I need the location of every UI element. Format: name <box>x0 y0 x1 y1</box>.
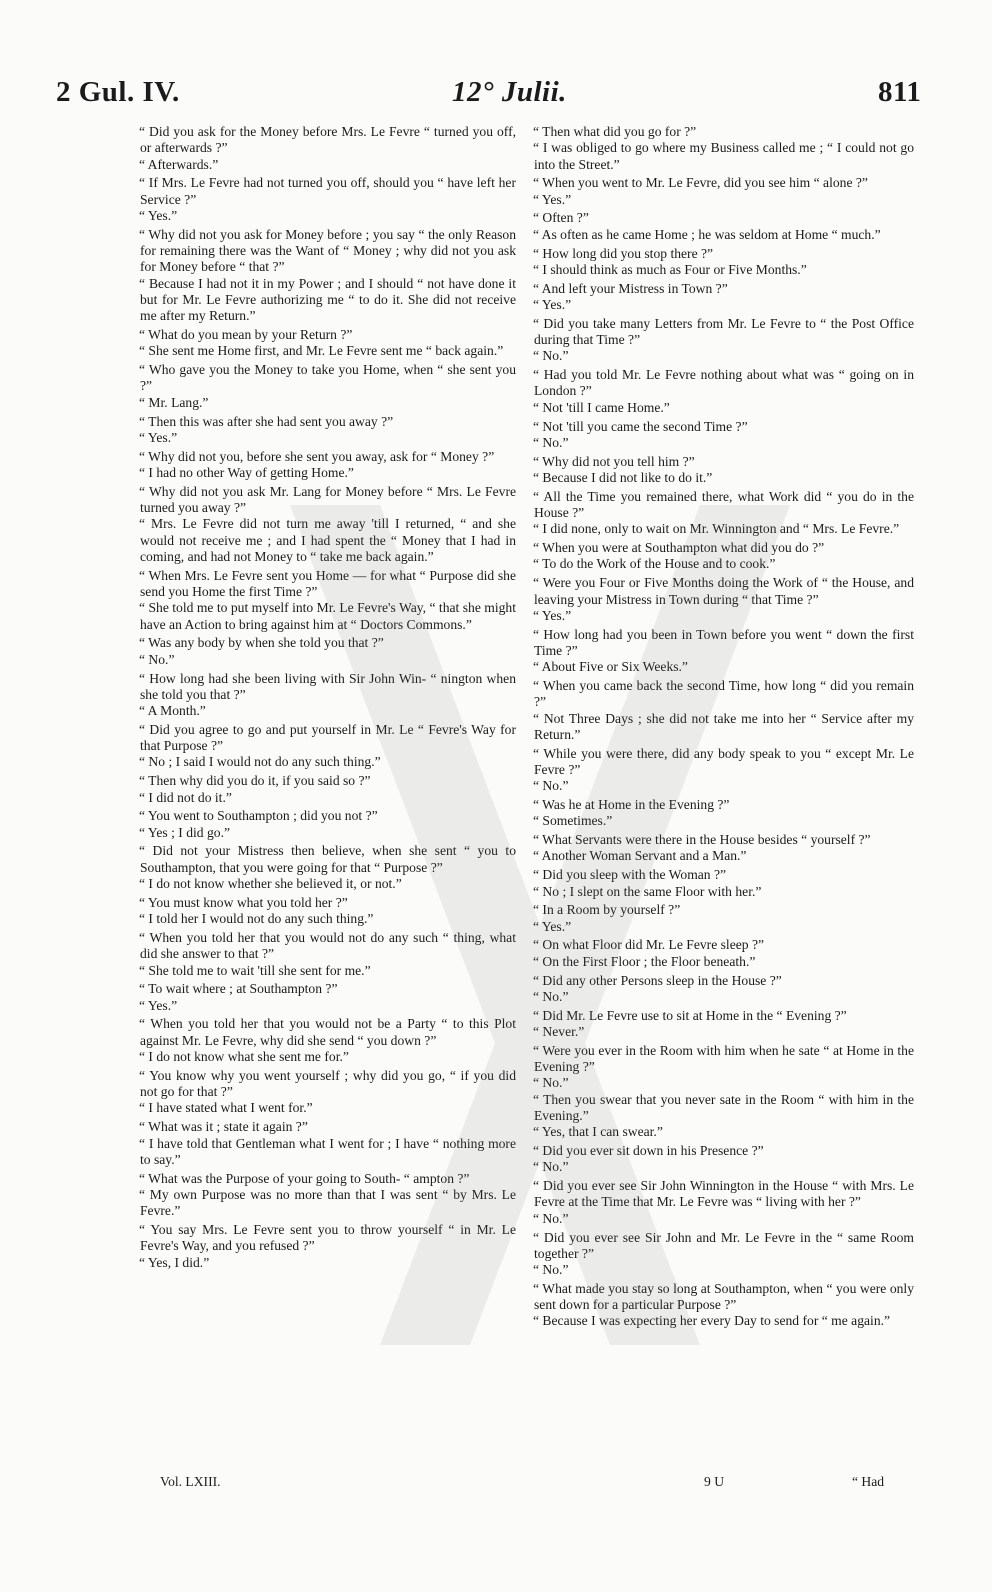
testimony-line: “ Why did not you ask for Money before ; you say “ the only Reason for remaining there was the Want of “ Money ; why did not you ask for Money before “ that ?” <box>139 226 516 275</box>
testimony-line: “ While you were there, did any body speak to you “ except Mr. Le Fevre ?” <box>533 745 914 777</box>
testimony-line: “ Sometimes.” <box>533 813 613 829</box>
testimony-line: “ Afterwards.” <box>139 156 219 172</box>
testimony-line: “ Did you ever see Sir John Winnington in the House “ with Mrs. Le Fevre at the Time that Mr. Le Fevre was “ living with her ?” <box>533 1178 914 1210</box>
testimony-line: “ No.” <box>533 988 569 1004</box>
testimony-line: “ Did you ever see Sir John and Mr. Le Fevre in the “ same Room together ?” <box>533 1229 914 1261</box>
testimony-line: “ Did you ever sit down in his Presence ?” <box>533 1143 764 1159</box>
right-column <box>526 124 914 1330</box>
volume-footer: Vol. LXIII. <box>160 1474 221 1489</box>
testimony-line: “ Did you agree to go and put yourself in Mr. Le “ Fevre's Way for that Purpose ?” <box>139 721 516 754</box>
testimony-line: “ A Month.” <box>139 703 206 719</box>
testimony-line: “ Not 'till you came the second Time ?” <box>533 418 748 434</box>
testimony-line: “ Were you Four or Five Months doing the Work of “ the House, and leaving your Mistress in Town during “ that Time ?” <box>533 575 914 607</box>
testimony-line: “ Then this was after she had sent you away ?” <box>139 413 394 429</box>
testimony-line: “ I do not know whether she believed it, or not.” <box>139 876 402 892</box>
testimony-line: “ No.” <box>533 1075 569 1091</box>
testimony-line: “ Then you swear that you never sate in the Room “ with him in the Evening.” <box>533 1091 914 1123</box>
testimony-line: “ Yes.” <box>533 918 572 934</box>
testimony-line: “ I was obliged to go where my Business called me ; “ I could not go into the Street.” <box>533 140 914 172</box>
testimony-line: “ Were you ever in the Room with him when he sate “ at Home in the Evening ?” <box>533 1042 914 1075</box>
testimony-line: “ You must know what you told her ?” <box>139 894 348 910</box>
testimony-line: “ No.” <box>533 778 569 794</box>
testimony-line: “ No.” <box>533 1262 569 1278</box>
testimony-line: “ Did you take many Letters from Mr. Le Fevre to “ the Post Office during that Time ?” <box>533 315 914 348</box>
testimony-line: “ Because I did not like to do it.” <box>533 469 713 485</box>
testimony-line: “ When you told her that you would not be a Party “ to this Plot against Mr. Le Fevre, why did she send “ you down ?” <box>139 1016 516 1048</box>
signature-mark: 9 U <box>704 1474 725 1489</box>
testimony-line: “ I have stated what I went for.” <box>139 1100 313 1116</box>
testimony-line: “ Not Three Days ; she did not take me into her “ Service after my Return.” <box>533 710 914 742</box>
testimony-line: “ Was he at Home in the Evening ?” <box>533 797 730 813</box>
testimony-line: “ Did any other Persons sleep in the House ?” <box>533 972 782 988</box>
testimony-line: “ Yes ; I did go.” <box>139 824 231 840</box>
testimony-line: “ Then why did you do it, if you said so ?” <box>139 773 371 789</box>
testimony-line: “ How long had she been living with Sir John Win- “ nington when she told you that ?” <box>139 670 516 702</box>
testimony-line: “ How long did you stop there ?” <box>533 245 714 261</box>
testimony-line: “ No ; I slept on the same Floor with her.” <box>533 883 762 899</box>
testimony-line: “ I should think as much as Four or Five Months.” <box>533 261 807 277</box>
testimony-line: “ My own Purpose was no more than that I was sent “ by Mrs. Le Fevre.” <box>139 1186 516 1219</box>
testimony-line: “ Yes.” <box>533 607 572 623</box>
testimony-line: “ Then what did you go for ?” <box>533 124 697 139</box>
testimony-line: “ What was the Purpose of your going to South- “ ampton ?” <box>139 1170 470 1186</box>
testimony-line: “ How long had you been in Town before you went “ down the first Time ?” <box>533 626 914 658</box>
testimony-line: “ Did you sleep with the Woman ?” <box>533 867 727 883</box>
testimony-line: “ Was any body by when she told you that ?” <box>139 635 384 651</box>
testimony-line: “ You know why you went yourself ; why did you go, “ if you did not go for that ?” <box>139 1067 516 1100</box>
left-column <box>132 124 516 1271</box>
testimony-line: “ I did none, only to wait on Mr. Winnington and “ Mrs. Le Fevre.” <box>533 521 900 537</box>
testimony-line: “ I do not know what she sent me for.” <box>139 1049 349 1065</box>
testimony-line: “ Did you ask for the Money before Mrs. Le Fevre “ turned you off, or afterwards ?” <box>139 124 516 156</box>
testimony-line: “ What made you stay so long at Southampton, when “ you were only sent down for a particular Purpose ?” <box>533 1280 914 1313</box>
testimony-line: “ Yes.” <box>533 191 572 207</box>
testimony-line: “ No.” <box>139 651 175 667</box>
testimony-line: “ When you told her that you would not do any such “ thing, what did she answer to that ?” <box>139 929 516 962</box>
page-header-date: 12° Julii. <box>452 76 567 108</box>
testimony-line: “ You went to Southampton ; did you not ?” <box>139 808 378 824</box>
testimony-line: “ All the Time you remained there, what Work did “ you do in the House ?” <box>533 488 914 521</box>
testimony-line: “ If Mrs. Le Fevre had not turned you off, should you “ have left her Service ?” <box>139 175 516 207</box>
testimony-line: “ Did Mr. Le Fevre use to sit at Home in the “ Evening ?” <box>533 1007 847 1023</box>
testimony-line: “ On the First Floor ; the Floor beneath.” <box>533 953 756 969</box>
testimony-line: “ No.” <box>533 348 569 364</box>
testimony-line: “ About Five or Six Weeks.” <box>533 659 688 675</box>
testimony-line: “ Yes, that I can swear.” <box>533 1124 663 1140</box>
testimony-line: “ To wait where ; at Southampton ?” <box>139 981 338 997</box>
testimony-line: “ No.” <box>533 1210 569 1226</box>
testimony-line: “ Yes.” <box>139 429 178 445</box>
testimony-line: “ I did not do it.” <box>139 789 232 805</box>
testimony-line: “ Why did not you tell him ?” <box>533 453 695 469</box>
testimony-line: “ She sent me Home first, and Mr. Le Fevre sent me “ back again.” <box>139 343 504 359</box>
testimony-line: “ No ; I said I would not do any such thing.” <box>139 754 381 770</box>
testimony-line: “ When you went to Mr. Le Fevre, did you see him “ alone ?” <box>533 175 868 191</box>
testimony-line: “ Yes.” <box>139 207 178 223</box>
testimony-line: “ What Servants were there in the House besides “ yourself ?” <box>533 832 871 848</box>
testimony-line: “ Another Woman Servant and a Man.” <box>533 848 747 864</box>
testimony-line: “ You say Mrs. Le Fevre sent you to throw yourself “ in Mr. Le Fevre's Way, and you refused ?” <box>139 1222 516 1254</box>
catchword: “ Had <box>852 1474 885 1489</box>
testimony-line: “ I had no other Way of getting Home.” <box>139 464 354 480</box>
testimony-line: “ Mrs. Le Fevre did not turn me away 'till I returned, “ and she would not receive me ; and I had spent the “ Money that I had in coming, and had not Money to “ take me back again.” <box>139 516 516 564</box>
page-number: 811 <box>878 76 922 108</box>
testimony-line: “ In a Room by yourself ?” <box>533 902 681 918</box>
testimony-line: “ Often ?” <box>533 210 589 226</box>
testimony-line: “ As often as he came Home ; he was seldom at Home “ much.” <box>533 226 881 242</box>
testimony-line: “ Not 'till I came Home.” <box>533 399 670 415</box>
testimony-line: “ On what Floor did Mr. Le Fevre sleep ?” <box>533 937 765 953</box>
testimony-line: “ When Mrs. Le Fevre sent you Home — for what “ Purpose did she send you Home the first Time ?” <box>139 567 516 600</box>
testimony-line: “ Why did not you, before she sent you away, ask for “ Money ?” <box>139 448 495 464</box>
testimony-line: “ Yes.” <box>139 997 178 1013</box>
testimony-line: “ What was it ; state it again ?” <box>139 1119 308 1135</box>
testimony-line: “ Who gave you the Money to take you Home, when “ she sent you ?” <box>139 362 516 394</box>
testimony-line: “ Had you told Mr. Le Fevre nothing about what was “ going on in London ?” <box>533 367 914 399</box>
testimony-line: “ No.” <box>533 1159 569 1175</box>
testimony-line: “ Because I had not it in my Power ; and I should “ not have done it but for Mr. Le Fevre authorizing me “ to do it. She did not receive me after my Return.” <box>139 275 516 324</box>
testimony-line: “ Yes.” <box>533 296 572 312</box>
testimony-line: “ She told me to wait 'till she sent for me.” <box>139 962 371 978</box>
testimony-line: “ When you were at Southampton what did you do ?” <box>533 540 825 556</box>
testimony-line: “ And left your Mistress in Town ?” <box>533 280 728 296</box>
testimony-line: “ When you came back the second Time, how long “ did you remain ?” <box>533 678 914 710</box>
testimony-line: “ Never.” <box>533 1023 585 1039</box>
testimony-line: “ Mr. Lang.” <box>139 394 209 410</box>
testimony-line: “ To do the Work of the House and to cook.” <box>533 556 776 572</box>
testimony-line: “ I have told that Gentleman what I went for ; I have “ nothing more to say.” <box>139 1135 516 1167</box>
testimony-line: “ Because I was expecting her every Day to send for “ me again.” <box>533 1313 891 1329</box>
testimony-line: “ Why did not you ask Mr. Lang for Money before “ Mrs. Le Fevre turned you away ?” <box>139 483 516 516</box>
testimony-line: “ Did not your Mistress then believe, when she sent “ you to Southampton, that you were going for that “ Purpose ?” <box>139 843 516 875</box>
testimony-line: “ No.” <box>533 434 569 450</box>
testimony-line: “ She told me to put myself into Mr. Le Fevre's Way, “ that she might have an Action to bring against him at “ Doctors Commons.” <box>139 600 516 632</box>
page-header-left: 2 Gul. IV. <box>56 76 180 108</box>
testimony-line: “ Yes, I did.” <box>139 1254 210 1270</box>
testimony-line: “ I told her I would not do any such thing.” <box>139 911 374 927</box>
testimony-line: “ What do you mean by your Return ?” <box>139 327 353 343</box>
